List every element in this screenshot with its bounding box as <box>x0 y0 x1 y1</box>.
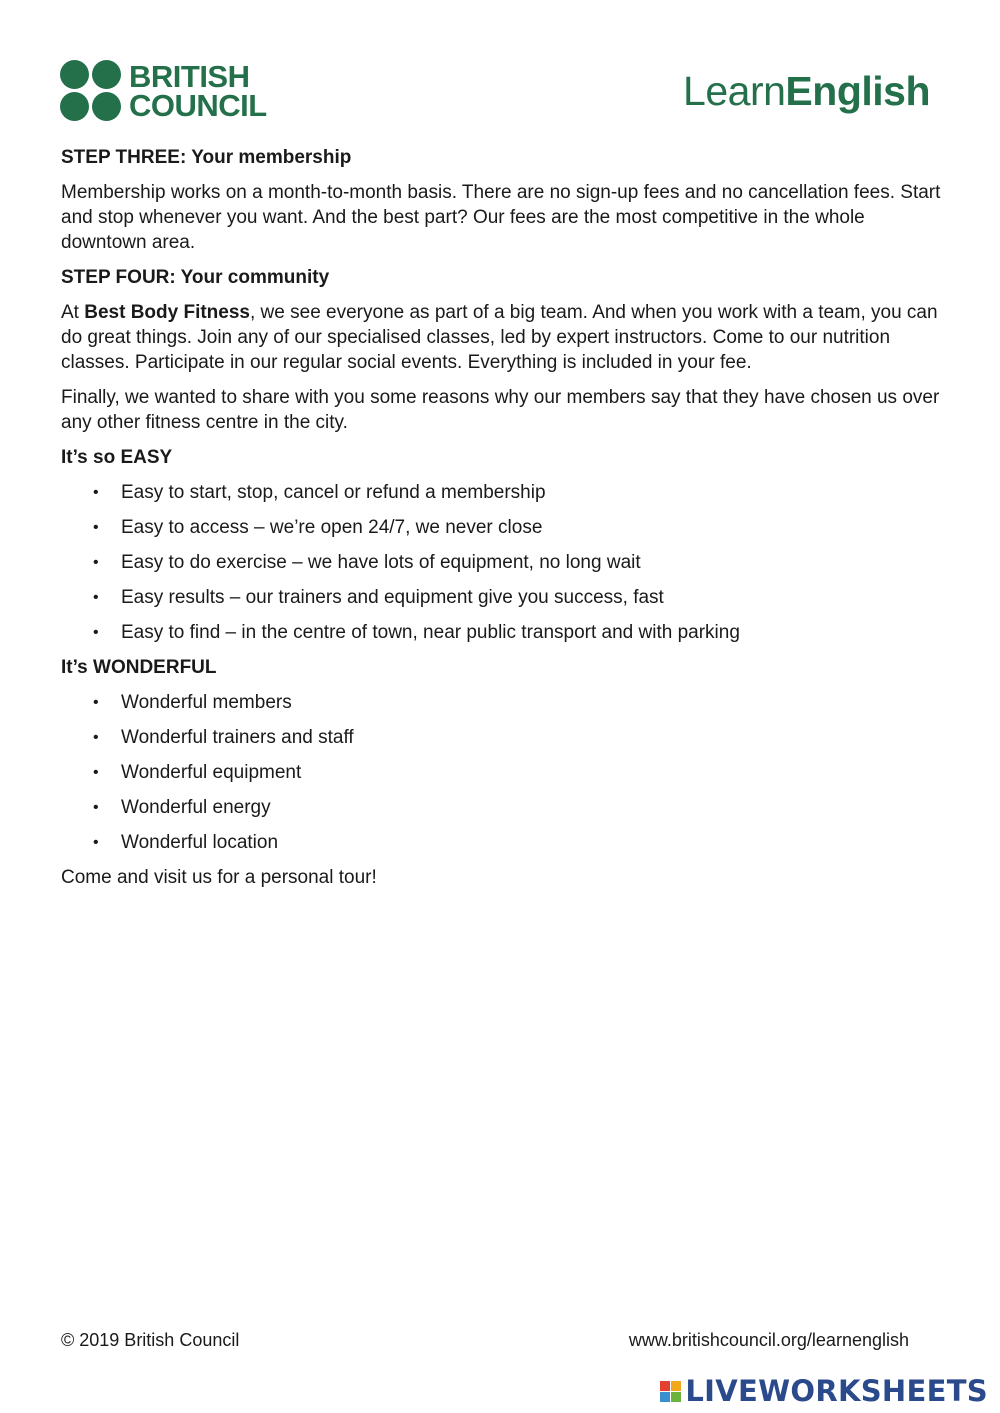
step-four-paragraph: At Best Body Fitness, we see everyone as part of a big team. And when you work with a team, you can do great things. Join any of our specialised classes, led by expert instructors. Come to our nutrition classes. Participate in our regular social events. Everything is included in your fee. <box>61 302 938 373</box>
list-item: • Wonderful equipment <box>121 760 941 785</box>
wonderful-heading: It’s WONDERFUL <box>61 657 217 678</box>
wonderful-list <box>61 690 941 855</box>
easy-heading: It’s so EASY <box>61 447 173 468</box>
british-council-logo <box>60 60 267 121</box>
liveworksheets-watermark <box>660 1374 988 1408</box>
list-item: • Easy to start, stop, cancel or refund a membership <box>121 480 941 505</box>
british-council-wordmark: BRITISH COUNCIL <box>129 58 267 123</box>
list-item: • Wonderful location <box>121 830 941 855</box>
intro-paragraph: Finally, we wanted to share with you some reasons why our members say that they have chosen us over any other fitness centre in the city. <box>61 387 940 433</box>
learnenglish-logo: LearnEnglish <box>683 68 930 114</box>
british-council-dots-icon <box>60 60 121 121</box>
footer-url[interactable]: www.britishcouncil.org/learnenglish <box>628 1330 909 1350</box>
document-body <box>61 145 941 900</box>
gym-name: Best Body Fitness <box>84 302 250 323</box>
list-item: • Easy to do exercise – we have lots of equipment, no long wait <box>121 550 941 575</box>
list-item: • Wonderful trainers and staff <box>121 725 941 750</box>
list-item: • Easy to find – in the centre of town, near public transport and with parking <box>121 620 941 645</box>
list-item: • Wonderful energy <box>121 795 941 820</box>
easy-list <box>61 480 941 645</box>
step-three-heading: STEP THREE: Your membership <box>61 147 352 168</box>
liveworksheets-wordmark: LIVEWORKSHEETS <box>685 1374 988 1408</box>
list-item: • Easy to access – we’re open 24/7, we never close <box>121 515 941 540</box>
list-item: • Wonderful members <box>121 690 941 715</box>
liveworksheets-icon <box>660 1381 681 1402</box>
list-item: • Easy results – our trainers and equipment give you success, fast <box>121 585 941 610</box>
footer-copyright: © 2019 British Council <box>61 1330 240 1350</box>
step-three-paragraph: Membership works on a month-to-month basis. There are no sign-up fees and no cancellation fees. Start and stop whenever you want. And the best part? Our fees are the most competitive in the whole downtown area. <box>61 182 941 253</box>
closing-line: Come and visit us for a personal tour! <box>61 867 377 888</box>
step-four-heading: STEP FOUR: Your community <box>61 267 330 288</box>
